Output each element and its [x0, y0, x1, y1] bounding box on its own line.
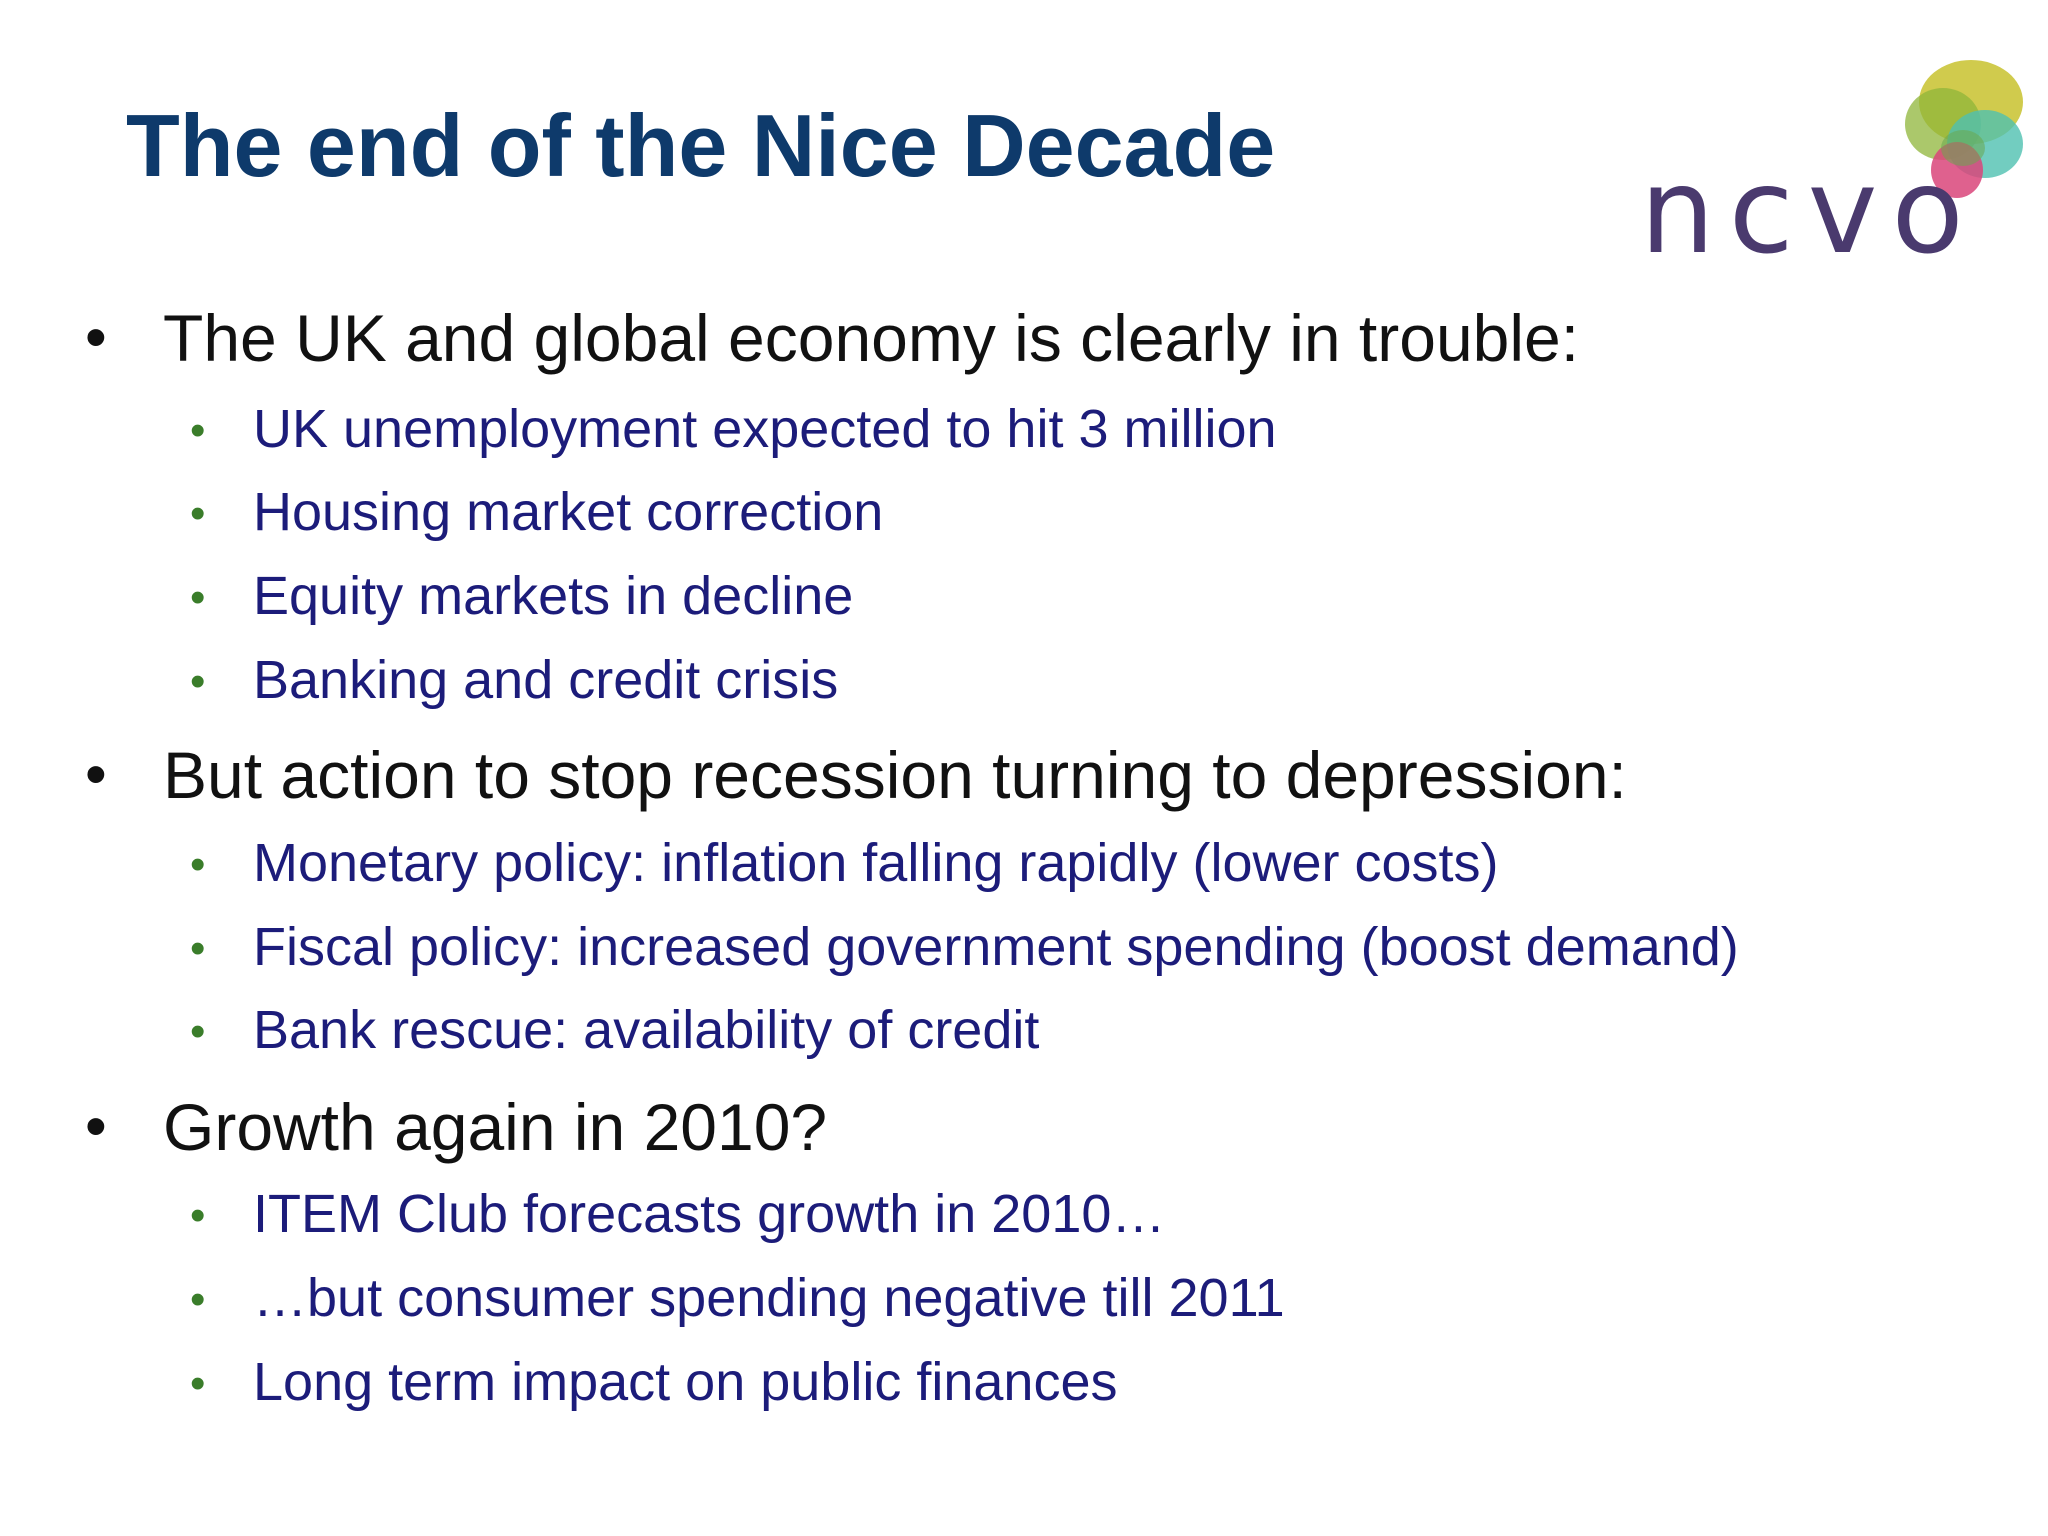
- bullet-icon: •: [85, 1092, 107, 1161]
- bullet-icon: •: [190, 1007, 206, 1056]
- bullet-icon: •: [190, 1191, 206, 1240]
- bullet-icon: •: [85, 740, 107, 809]
- bullet-icon: •: [85, 303, 107, 372]
- bullet-icon: •: [190, 489, 206, 538]
- bullet-icon: •: [190, 840, 206, 889]
- bullet-icon: •: [190, 1275, 206, 1324]
- bullet-icon: •: [190, 657, 206, 706]
- bullet-icon: •: [190, 924, 206, 973]
- svg-text:ncvo: ncvo: [1640, 142, 1978, 280]
- bullet-icon: •: [190, 406, 206, 455]
- bullet-icon: •: [190, 1359, 206, 1408]
- bullet-icon: •: [190, 573, 206, 622]
- bullet-list: • The UK and global economy is clearly in trouble: • UK unemployment expected to hit 3 million • Housing market correction • Equity markets in decline • Banking and credit crisis • But action to stop recession turning to depression: • Monetary policy: inflation falling rapidly (lower costs) • Fiscal policy: increased government spending (boost demand) • Bank rescue: availability of credit • Growth again in 2010? • ITEM Club forecasts growth in 2010… • …but consumer spending negative till 2011 • Long term impact on public finances: [85, 301, 1739, 1412]
- slide-title: The end of the Nice Decade: [126, 96, 1276, 195]
